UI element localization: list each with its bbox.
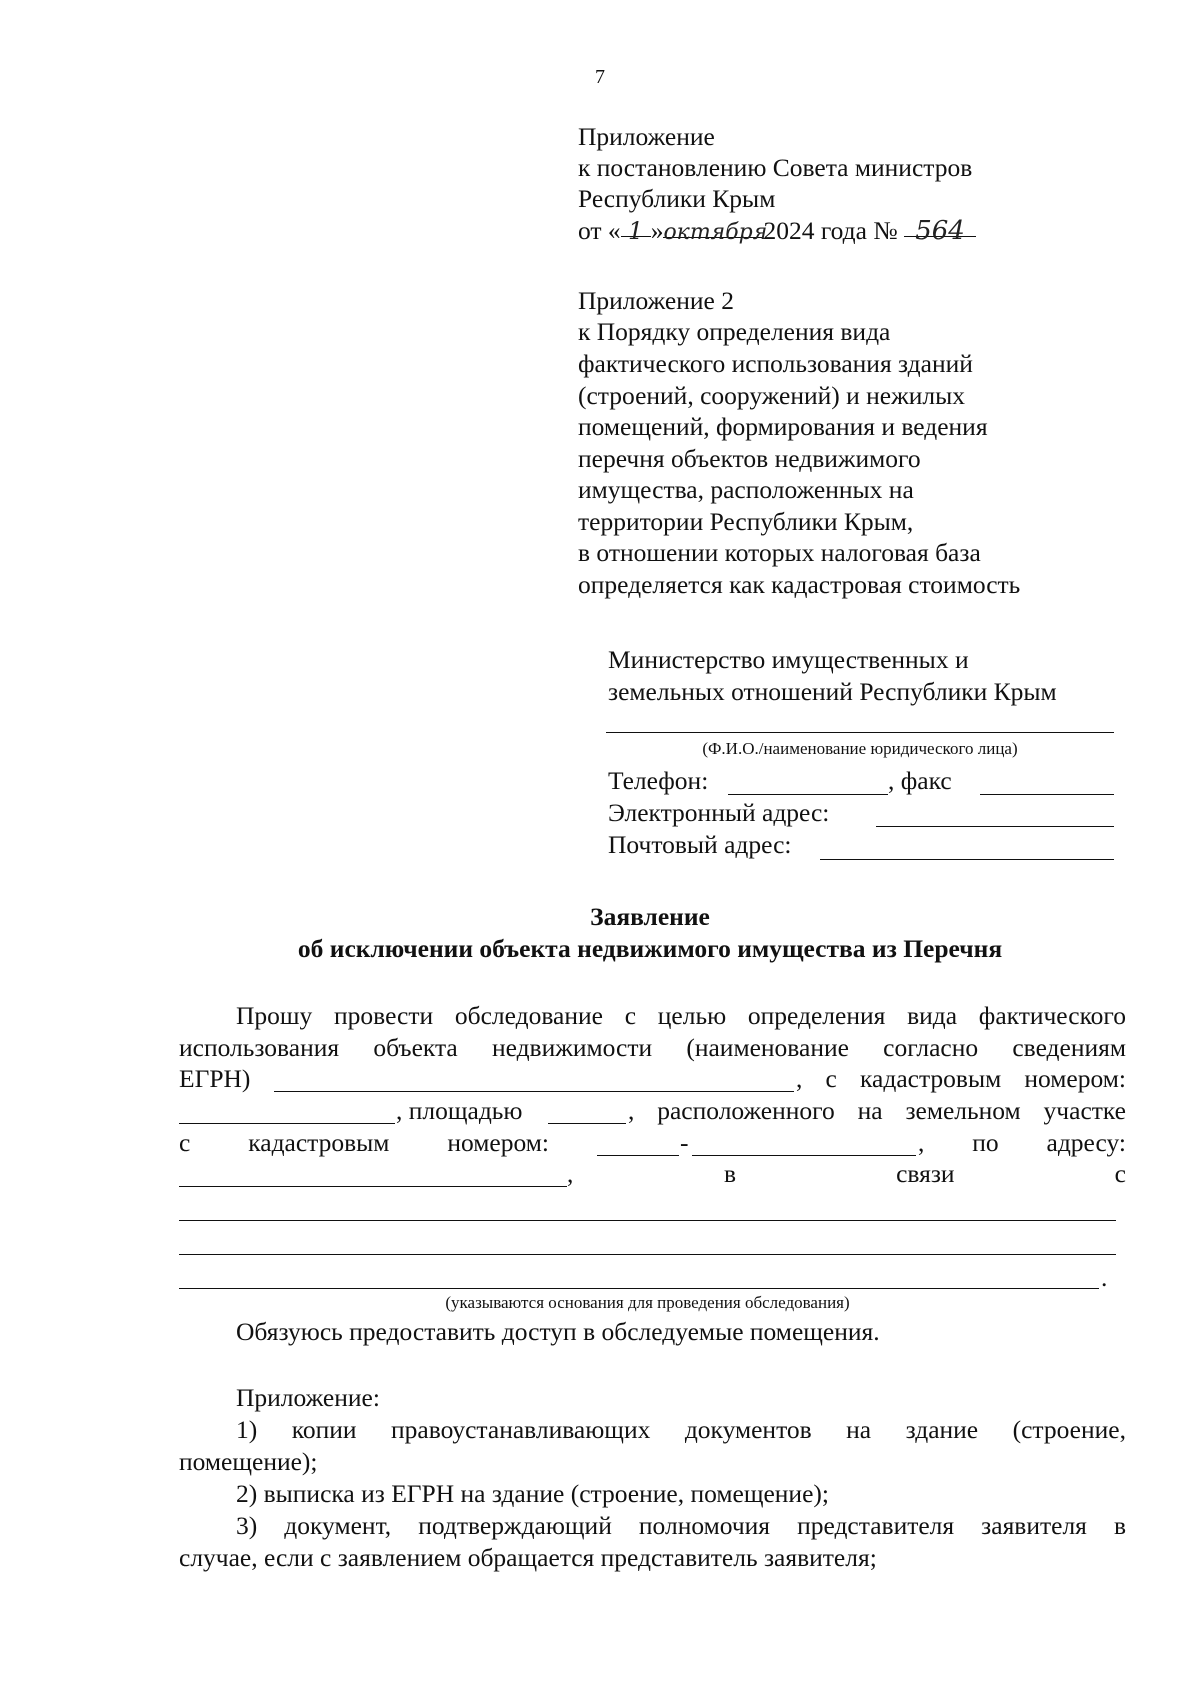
appendix2-line: определяется как кадастровая стоимость — [578, 570, 1021, 599]
cadastral-number-field[interactable] — [179, 1123, 395, 1124]
dash: - — [680, 1128, 689, 1157]
area-label: , площадью — [396, 1096, 523, 1125]
cadastral-label: , с кадастровым номером: — [796, 1064, 1126, 1093]
appendix2-line: к Порядку определения вида — [578, 317, 891, 346]
word: кадастровым — [248, 1128, 390, 1157]
date-prefix: от « — [578, 216, 621, 245]
plot-cadastral-part1-field[interactable] — [597, 1155, 679, 1156]
area-field[interactable] — [548, 1123, 626, 1124]
appendix2-line: фактического использования зданий — [578, 349, 973, 378]
appendix-ref-line: к постановлению Совета министров — [578, 153, 973, 182]
appendix-title: Приложение — [578, 122, 715, 151]
appendix2-line: имущества, расположенных на — [578, 475, 914, 504]
appendix-date-line — [578, 215, 976, 247]
body-line: использования объекта недвижимости (наименование согласно сведениям — [179, 1033, 1126, 1062]
addressee-line: земельных отношений Республики Крым — [608, 677, 1057, 706]
word: связи — [896, 1159, 955, 1188]
attachments-heading: Приложение: — [236, 1383, 380, 1412]
reason-field-line2[interactable] — [179, 1254, 1116, 1255]
address-words — [918, 1127, 1126, 1159]
postal-address-field[interactable] — [820, 859, 1114, 860]
resolution-number-handwritten: 564 — [904, 216, 976, 237]
reason-words — [724, 1158, 1126, 1190]
attachment-item-1-cont: помещение); — [179, 1447, 318, 1476]
reason-caption: (указываются основания для проведения обследования) — [445, 1293, 850, 1312]
phone-label: Телефон: — [608, 766, 709, 795]
fax-field[interactable] — [980, 794, 1114, 795]
comma: , — [567, 1159, 574, 1188]
word: номером: — [447, 1128, 549, 1157]
egrn-label: ЕГРН) — [179, 1064, 251, 1093]
attachment-item-3-cont: случае, если с заявлением обращается представитель заявителя; — [179, 1543, 877, 1572]
attachment-item-2: 2) выписка из ЕГРН на здание (строение, помещение); — [236, 1479, 829, 1508]
date-mid: » — [650, 216, 664, 245]
email-field[interactable] — [876, 826, 1114, 827]
phone-field[interactable] — [728, 794, 888, 795]
address-field[interactable] — [179, 1186, 567, 1187]
appendix2-line: помещений, формирования и ведения — [578, 412, 988, 441]
addressee-line: Министерство имущественных и — [608, 645, 969, 674]
postal-address-label: Почтовый адрес: — [608, 830, 792, 859]
end-dot: . — [1101, 1263, 1108, 1292]
date-year: 2024 года № — [763, 216, 898, 245]
word: с — [179, 1128, 191, 1157]
appendix2-line: (строений, сооружений) и нежилых — [578, 381, 965, 410]
applicant-name-caption: (Ф.И.О./наименование юридического лица) — [702, 739, 1018, 758]
reason-field-line3[interactable] — [179, 1288, 1099, 1289]
date-month-handwritten: октября — [663, 217, 763, 238]
date-day-handwritten: 1 — [621, 216, 651, 237]
email-label: Электронный адрес: — [608, 798, 830, 827]
fax-label: , факс — [888, 766, 952, 795]
body-line: Прошу провести обследование с целью определения вида фактического — [236, 1001, 1126, 1030]
applicant-name-field[interactable] — [606, 732, 1114, 733]
word: адресу: — [1046, 1128, 1126, 1157]
appendix2-line: территории Республики Крым, — [578, 507, 914, 536]
attachment-item-3: 3) документ, подтверждающий полномочия представителя заявителя в — [236, 1511, 1126, 1540]
appendix2-line: в отношении которых налоговая база — [578, 538, 981, 567]
land-plot-label: , расположенного на земельном участке — [628, 1096, 1126, 1125]
attachment-item-1: 1) копии правоустанавливающих документов на здание (строение, — [236, 1415, 1126, 1444]
appendix2-line: Приложение 2 — [578, 286, 734, 315]
word: с — [1114, 1159, 1126, 1188]
plot-cadastral-part2-field[interactable] — [692, 1155, 916, 1156]
page-number: 7 — [595, 66, 605, 88]
statement-subtitle: об исключении объекта недвижимого имущества из Перечня — [297, 934, 1003, 963]
appendix2-line: перечня объектов недвижимого — [578, 444, 921, 473]
cadastral-words — [179, 1127, 549, 1159]
object-name-field[interactable] — [274, 1091, 794, 1092]
appendix-region-line: Республики Крым — [578, 184, 776, 213]
access-obligation: Обязуюсь предоставить доступ в обследуемые помещения. — [236, 1317, 880, 1346]
word: по — [972, 1128, 999, 1157]
word: в — [724, 1159, 737, 1188]
word: , — [918, 1128, 925, 1157]
statement-title: Заявление — [590, 902, 710, 931]
reason-field-line1[interactable] — [179, 1220, 1116, 1221]
